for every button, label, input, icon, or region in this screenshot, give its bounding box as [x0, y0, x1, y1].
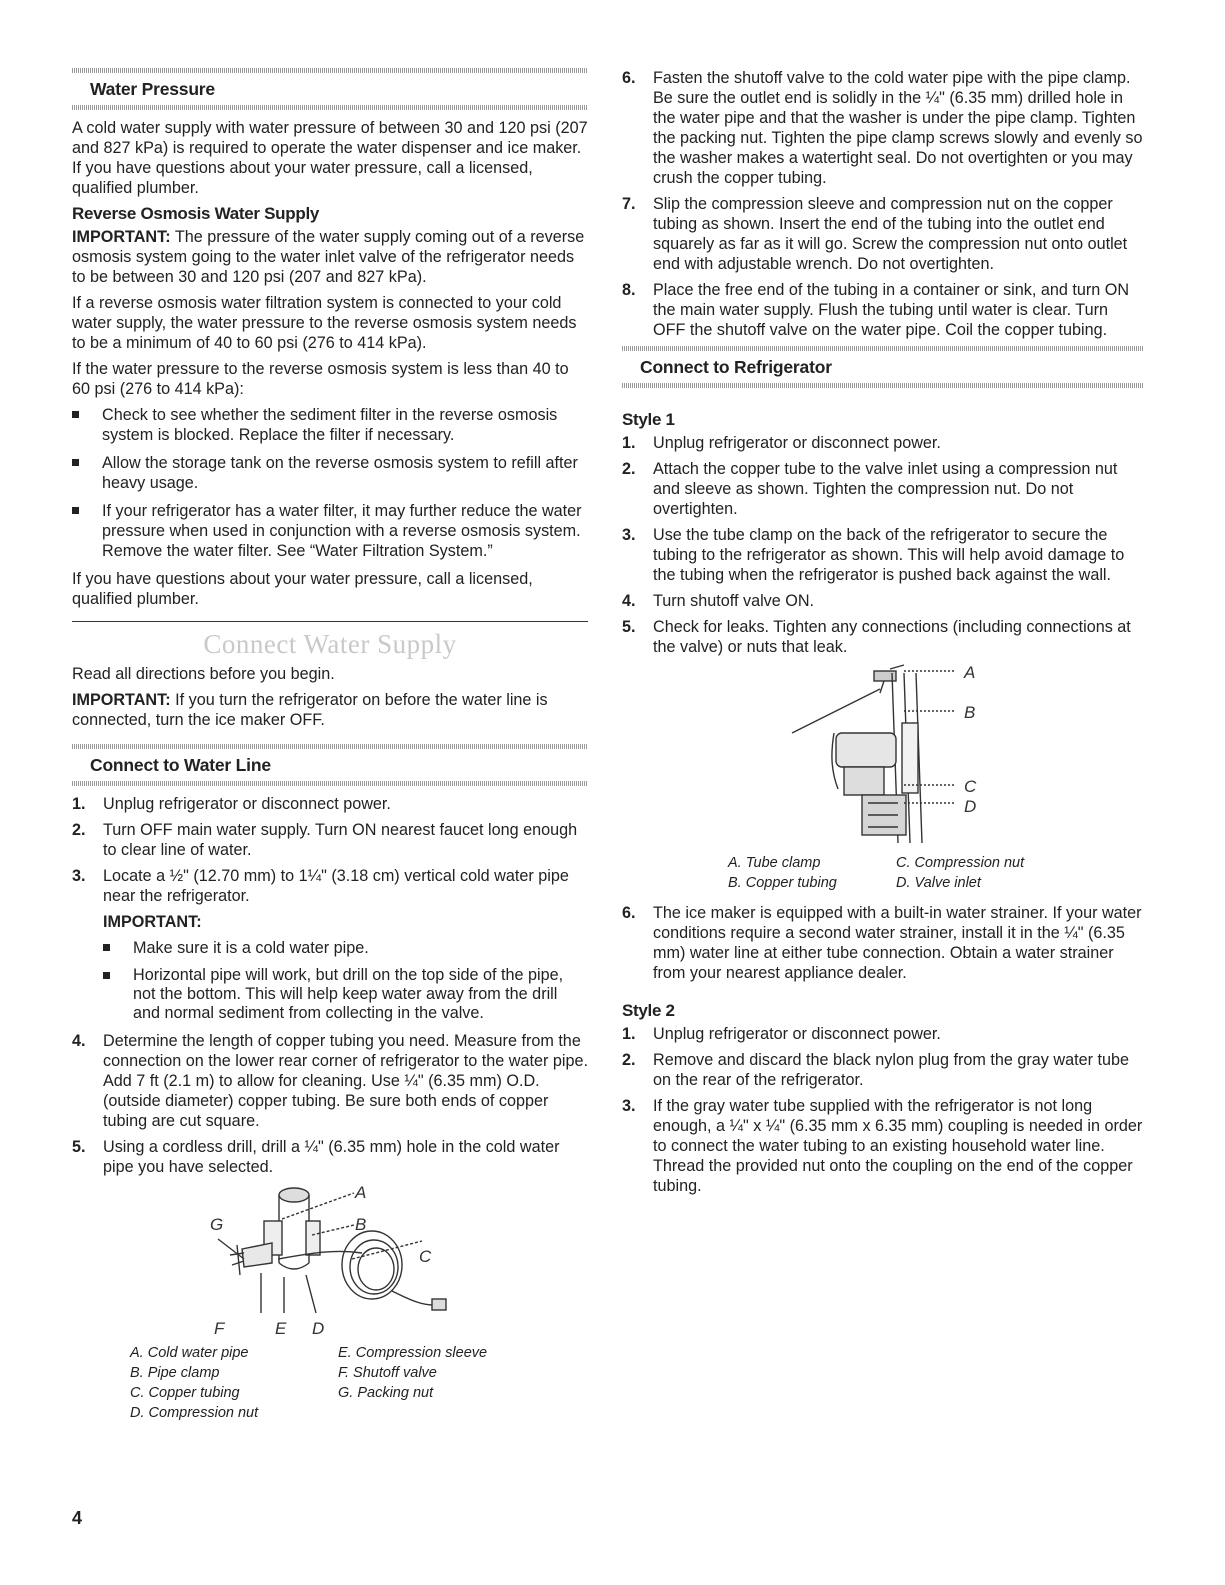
list-item: 1. Unplug refrigerator or disconnect power.	[622, 434, 941, 452]
subheading: Style 2	[622, 1001, 675, 1020]
numbered-list	[622, 1024, 1144, 1196]
connect-water-supply-title: Connect Water Supply	[203, 629, 457, 659]
divider	[72, 621, 588, 622]
caption-c: C. Copper tubing	[130, 1385, 240, 1401]
caption-a: A. Cold water pipe	[130, 1345, 249, 1361]
list-item: 3. Locate a ½" (12.70 mm) to 1¼" (3.18 cm) vertical cold water pipe near the refrigerator. IMPORTANT: Make sure it is a cold water pipe. Horizontal pipe will work, but drill on the top side of the pipe, not the bottom. This will help keep water away from the drill and normal sediment from collecting in the valve.	[72, 866, 588, 1023]
left-column	[72, 68, 588, 1423]
important-label: IMPORTANT:	[103, 913, 202, 931]
section-heading: Connect to Water Line	[90, 755, 271, 775]
paragraph: If a reverse osmosis water filtration system is connected to your cold water supply, the water pressure to the reverse osmosis system needs to be a minimum of 40 to 60 psi (276 to 414 kPa).	[72, 294, 577, 352]
list-item: 1. Unplug refrigerator or disconnect power.	[622, 1025, 941, 1043]
list-item: 3. Use the tube clamp on the back of the refrigerator to secure the tubing to the refrigerator as shown. This will help avoid damage to the tubing when the refrigerator is pushed back against the wall.	[622, 526, 1125, 584]
caption-d: D. Valve inlet	[896, 875, 981, 891]
caption-d: D. Compression nut	[130, 1405, 259, 1421]
list-item: 2. Remove and discard the black nylon plug from the gray water tube on the rear of the refrigerator.	[622, 1051, 1129, 1089]
figure-caption	[728, 853, 1144, 893]
figure-label-e: E	[275, 1319, 287, 1338]
caption-e: E. Compression sleeve	[338, 1345, 488, 1361]
figure-label-d: D	[964, 797, 977, 816]
valve-inlet-figure	[622, 663, 1144, 853]
list-item: 2. Attach the copper tube to the valve inlet using a compression nut and sleeve as shown. Tighten the compression nut. Do not overtighten.	[622, 460, 1118, 518]
important-paragraph	[72, 227, 588, 287]
bullet-list	[72, 405, 588, 561]
important-text: If you turn the refrigerator on before the water line is connected, turn the ice maker OFF.	[72, 691, 548, 729]
bullet-item: Check to see whether the sediment filter in the reverse osmosis system is blocked. Replace the filter if necessary.	[72, 405, 588, 445]
subheading: Style 1	[622, 410, 675, 429]
list-item: 6. The ice maker is equipped with a built-in water strainer. If your water conditions require a second water strainer, install it in the ¼" (6.35 mm) water line at either tube connection. Obtain a water strainer from your nearest appliance dealer.	[622, 904, 1142, 982]
list-item: 8. Place the free end of the tubing in a container or sink, and turn ON the main water supply. Flush the tubing until water is clear. Turn OFF the shutoff valve on the water pipe. Coil the copper tubing.	[622, 281, 1130, 339]
figure-label-g: G	[210, 1215, 224, 1234]
refrigerator-header	[622, 346, 1144, 388]
bullet-item: If your refrigerator has a water filter, it may further reduce the water pressure when used in conjunction with a reverse osmosis system. Remove the water filter. See “Water Filtration System.”	[72, 501, 588, 561]
bullet-item: Allow the storage tank on the reverse osmosis system to refill after heavy usage.	[72, 453, 588, 493]
caption-g: G. Packing nut	[338, 1385, 434, 1401]
section-heading: Connect to Refrigerator	[640, 357, 832, 377]
list-item: 4. Turn shutoff valve ON.	[622, 592, 815, 610]
shutoff-valve-illustration	[72, 1183, 588, 1343]
caption-c: C. Compression nut	[896, 855, 1025, 871]
figure-label-b: B	[964, 703, 976, 722]
paragraph: A cold water supply with water pressure of between 30 and 120 psi (207 and 827 kPa) is required to operate the water dispenser and ice maker. If you have questions about your water pressure, call a licensed, qualified plumber.	[72, 119, 588, 197]
figure-label-f: F	[214, 1319, 225, 1338]
figure-label-b: B	[355, 1215, 367, 1234]
paragraph: If you have questions about your water pressure, call a licensed, qualified plumber.	[72, 570, 533, 608]
caption-a: A. Tube clamp	[728, 855, 821, 871]
bullet-item: Horizontal pipe will work, but drill on the top side of the pipe, not the bottom. This will help keep water away from the drill and normal sediment from collecting in the valve.	[103, 966, 588, 1023]
list-item: 2. Turn OFF main water supply. Turn ON nearest faucet long enough to clear line of water.	[72, 821, 578, 859]
figure-label-c: C	[964, 777, 977, 796]
list-item: 5. Using a cordless drill, drill a ¼" (6.35 mm) hole in the cold water pipe you have selected.	[72, 1138, 560, 1176]
important-paragraph	[72, 690, 588, 730]
numbered-list	[622, 903, 1144, 983]
right-column	[622, 68, 1144, 1202]
bullet-list	[103, 938, 588, 1023]
subheading: Reverse Osmosis Water Supply	[72, 204, 320, 223]
numbered-list	[622, 433, 1144, 657]
important-label: IMPORTANT:	[72, 228, 171, 246]
shutoff-valve-figure	[72, 1183, 588, 1343]
page-number: 4	[72, 1508, 83, 1528]
caption-b: B. Pipe clamp	[130, 1365, 220, 1381]
section-heading: Water Pressure	[90, 79, 215, 99]
caption-b: B. Copper tubing	[728, 875, 837, 891]
figure-label-a: A	[355, 1183, 367, 1202]
numbered-list	[72, 794, 588, 1177]
figure-caption	[130, 1343, 588, 1423]
dotted-rule	[72, 105, 588, 110]
list-item: 3. If the gray water tube supplied with the refrigerator is not long enough, a ¼" x ¼" (6.35 mm x 6.35 mm) coupling is needed in order to connect the water tubing to an existing household water line. Thread the provided nut onto the coupling on the end of the copper tubing.	[622, 1097, 1143, 1195]
important-label: IMPORTANT:	[72, 691, 171, 709]
list-item: 7. Slip the compression sleeve and compression nut on the copper tubing as shown. Insert the end of the tubing into the outlet end squarely as far as it will go. Screw the compression nut onto outlet end with adjustable wrench. Do not overtighten.	[622, 195, 1128, 273]
paragraph: If the water pressure to the reverse osmosis system is less than 40 to 60 psi (276 to 414 kPa):	[72, 360, 569, 398]
valve-inlet-illustration	[622, 663, 1144, 853]
figure-label-c: C	[419, 1247, 432, 1266]
water-line-header	[72, 744, 588, 786]
list-item: 6. Fasten the shutoff valve to the cold water pipe with the pipe clamp. Be sure the outlet end is solidly in the ¼" (6.35 mm) drilled hole in the water pipe and that the washer is under the pipe clamp. Tighten the packing nut. Tighten the pipe clamp screws slowly and evenly so the washer makes a watertight seal. Do not overtighten or you may crush the copper tubing.	[622, 69, 1143, 187]
list-item: 1. Unplug refrigerator or disconnect power.	[72, 795, 391, 813]
important-text: The pressure of the water supply coming out of a reverse osmosis system going to the water inlet valve of the refrigerator needs to be between 30 and 120 psi (207 and 827 kPa).	[72, 228, 585, 286]
figure-label-d: D	[312, 1319, 325, 1338]
paragraph: Read all directions before you begin.	[72, 665, 335, 683]
dotted-rule	[622, 383, 1144, 388]
list-item: 4. Determine the length of copper tubing you need. Measure from the connection on the lower rear corner of refrigerator to the water pipe. Add 7 ft (2.1 m) to allow for cleaning. Use ¼" (6.35 mm) O.D. (outside diameter) copper tubing. Be sure both ends of copper tubing are cut square.	[72, 1032, 588, 1130]
figure-label-a: A	[964, 663, 976, 682]
bullet-item: Make sure it is a cold water pipe.	[103, 938, 588, 958]
water-pressure-header	[72, 68, 588, 110]
caption-f: F. Shutoff valve	[338, 1365, 437, 1381]
numbered-list	[622, 68, 1144, 340]
list-item: 5. Check for leaks. Tighten any connections (including connections at the valve) or nuts that leak.	[622, 618, 1131, 656]
dotted-rule	[72, 781, 588, 786]
